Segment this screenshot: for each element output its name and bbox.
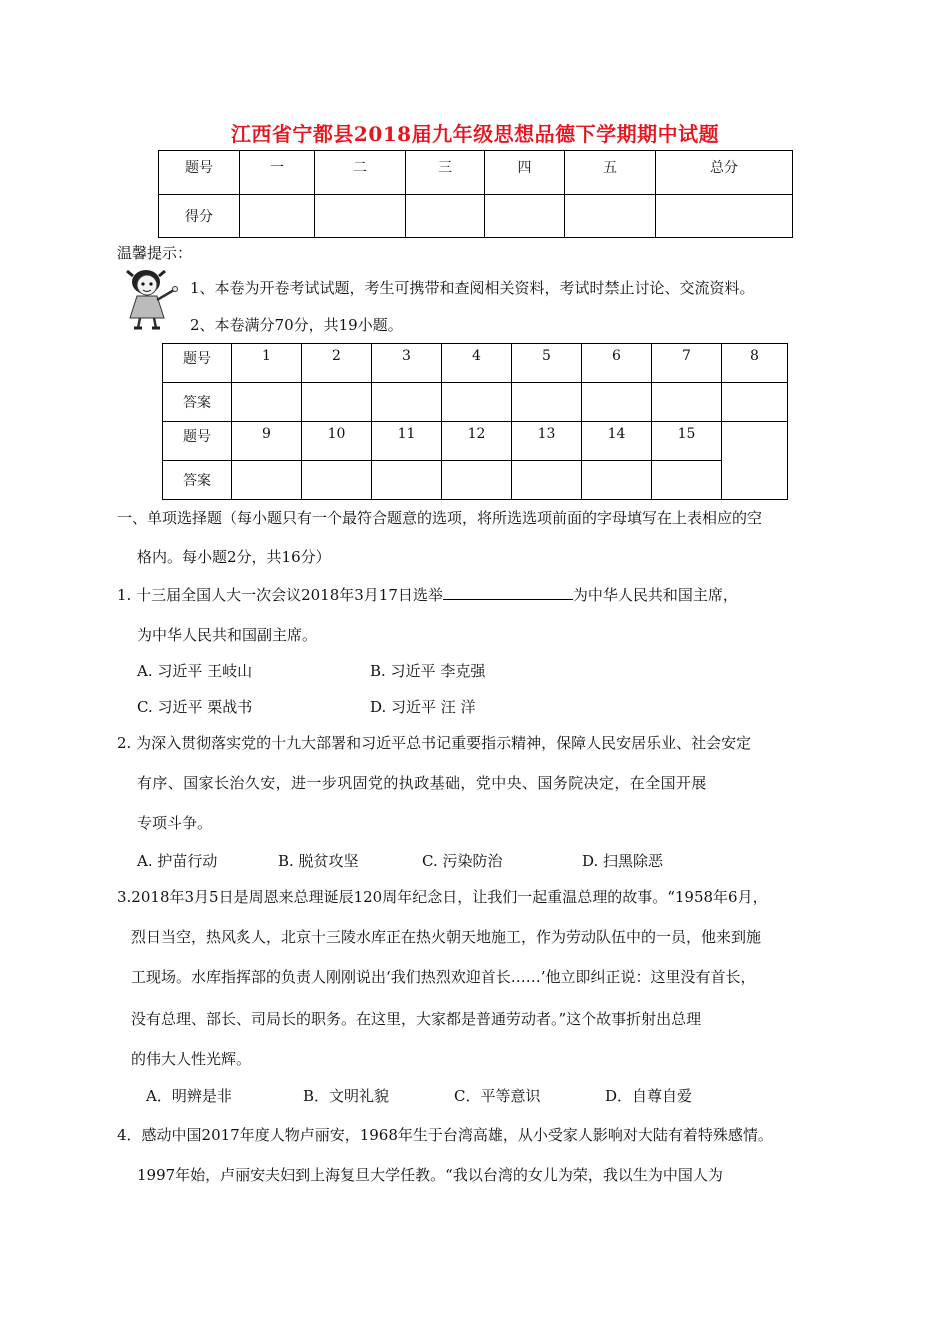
answer-cell[interactable] xyxy=(232,383,302,422)
answer-cell[interactable] xyxy=(512,383,582,422)
question-line: 3.2018年3月5日是周恩来总理诞辰120周年纪念日，让我们一起重温总理的故事。“1958年6月， xyxy=(117,888,768,906)
question-number: 10 xyxy=(302,422,372,461)
question-number: 13 xyxy=(512,422,582,461)
section-heading-cont: 格内。每小题2分，共16分） xyxy=(137,548,331,566)
answer-blank[interactable] xyxy=(443,585,573,600)
question-line: 为中华人民共和国主席， xyxy=(572,586,738,604)
option-b: B．文明礼貌 xyxy=(303,1087,390,1105)
option-a: A. 习近平 王岐山 xyxy=(137,662,253,680)
question-number: 5 xyxy=(512,344,582,383)
option-a: A. 护苗行动 xyxy=(137,852,218,870)
empty-cell xyxy=(722,422,788,500)
answer-label: 答案 xyxy=(163,461,232,500)
answer-cell[interactable] xyxy=(302,461,372,500)
score-header-cell: 总分 xyxy=(656,151,793,195)
answer-number-row xyxy=(163,344,788,383)
answer-cell[interactable] xyxy=(442,461,512,500)
question-number: 8 xyxy=(722,344,788,383)
score-header-cell: 题号 xyxy=(159,151,240,195)
answer-cell[interactable] xyxy=(652,383,722,422)
option-b: B. 习近平 李克强 xyxy=(370,662,486,680)
question-line: 工现场。水库指挥部的负责人刚刚说出‘我们热烈欢迎首长……’他立即纠正说：这里没有首长， xyxy=(131,968,756,986)
option-d: D．自尊自爱 xyxy=(605,1087,693,1105)
question-line: 专项斗争。 xyxy=(137,814,213,832)
score-row-label: 得分 xyxy=(159,195,240,238)
score-cell[interactable] xyxy=(315,195,406,238)
question-line: 为中华人民共和国副主席。 xyxy=(137,626,318,644)
question-number: 6 xyxy=(582,344,652,383)
question-number: 12 xyxy=(442,422,512,461)
question-line: 有序、国家长治久安，进一步巩固党的执政基础，党中央、国务院决定，在全国开展 xyxy=(137,774,707,792)
question-line: 没有总理、部长、司局长的职务。在这里，大家都是普通劳动者。”这个故事折射出总理 xyxy=(131,1010,702,1028)
score-cell[interactable] xyxy=(240,195,315,238)
score-header-row xyxy=(159,151,793,195)
answer-cell[interactable] xyxy=(582,383,652,422)
question-line: 4．感动中国2017年度人物卢丽安，1968年生于台湾高雄，从小受家人影响对大陆有着特殊感情。 xyxy=(117,1126,773,1144)
section-heading: 一、单项选择题（每小题只有一个最符合题意的选项，将所选选项前面的字母填写在上表相应的空 xyxy=(117,509,763,527)
tips-heading: 温馨提示： xyxy=(117,244,193,262)
score-cell[interactable] xyxy=(406,195,485,238)
answer-cell[interactable] xyxy=(582,461,652,500)
question-number: 1 xyxy=(232,344,302,383)
answer-cell[interactable] xyxy=(442,383,512,422)
tip-item: 2、本卷满分70分，共19小题。 xyxy=(190,316,403,334)
answer-cell[interactable] xyxy=(722,383,788,422)
answer-cell[interactable] xyxy=(372,461,442,500)
question-number: 7 xyxy=(652,344,722,383)
score-cell[interactable] xyxy=(565,195,656,238)
score-header-cell: 五 xyxy=(565,151,656,195)
option-c: C. 污染防治 xyxy=(422,852,503,870)
question-line: 2. 为深入贯彻落实党的十九大部署和习近平总书记重要指示精神，保障人民安居乐业、社会安定 xyxy=(117,734,752,752)
option-a: A．明辨是非 xyxy=(146,1087,232,1105)
score-row xyxy=(159,195,793,238)
score-cell[interactable] xyxy=(656,195,793,238)
answer-row xyxy=(163,461,788,500)
answer-cell[interactable] xyxy=(652,461,722,500)
page-title: 江西省宁都县2018届九年级思想品德下学期期中试题 xyxy=(230,122,720,146)
question-number: 3 xyxy=(372,344,442,383)
answer-cell[interactable] xyxy=(372,383,442,422)
question-number: 11 xyxy=(372,422,442,461)
answer-cell[interactable] xyxy=(302,383,372,422)
score-header-cell: 三 xyxy=(406,151,485,195)
question-number: 2 xyxy=(302,344,372,383)
tip-item: 1、本卷为开卷考试试题，考生可携带和查阅相关资料，考试时禁止讨论、交流资料。 xyxy=(190,279,755,297)
girl-cartoon-icon xyxy=(124,268,182,330)
question-text xyxy=(117,584,738,605)
answer-label: 题号 xyxy=(163,344,232,383)
option-c: C．平等意识 xyxy=(454,1087,541,1105)
answer-cell[interactable] xyxy=(512,461,582,500)
answer-label: 答案 xyxy=(163,383,232,422)
option-d: D. 扫黑除恶 xyxy=(582,852,664,870)
option-b: B. 脱贫攻坚 xyxy=(278,852,359,870)
question-line: 1997年始，卢丽安夫妇到上海复旦大学任教。“我以台湾的女儿为荣，我以生为中国人为 xyxy=(137,1166,723,1184)
option-c: C. 习近平 栗战书 xyxy=(137,698,253,716)
score-header-cell: 二 xyxy=(315,151,406,195)
score-header-cell: 四 xyxy=(485,151,565,195)
answer-table xyxy=(162,343,788,500)
answer-row xyxy=(163,383,788,422)
answer-label: 题号 xyxy=(163,422,232,461)
question-number: 9 xyxy=(232,422,302,461)
question-line: 的伟大人性光辉。 xyxy=(131,1050,252,1068)
answer-number-row xyxy=(163,422,788,461)
question-number: 4 xyxy=(442,344,512,383)
option-d: D. 习近平 汪 洋 xyxy=(370,698,476,716)
question-number: 14 xyxy=(582,422,652,461)
question-number: 15 xyxy=(652,422,722,461)
question-line: 1. 十三届全国人大一次会议2018年3月17日选举 xyxy=(117,586,443,604)
score-header-cell: 一 xyxy=(240,151,315,195)
score-table xyxy=(158,150,793,238)
answer-cell[interactable] xyxy=(232,461,302,500)
question-line: 烈日当空，热风炙人，北京十三陵水库正在热火朝天地施工，作为劳动队伍中的一员，他来到施 xyxy=(131,928,762,946)
score-cell[interactable] xyxy=(485,195,565,238)
